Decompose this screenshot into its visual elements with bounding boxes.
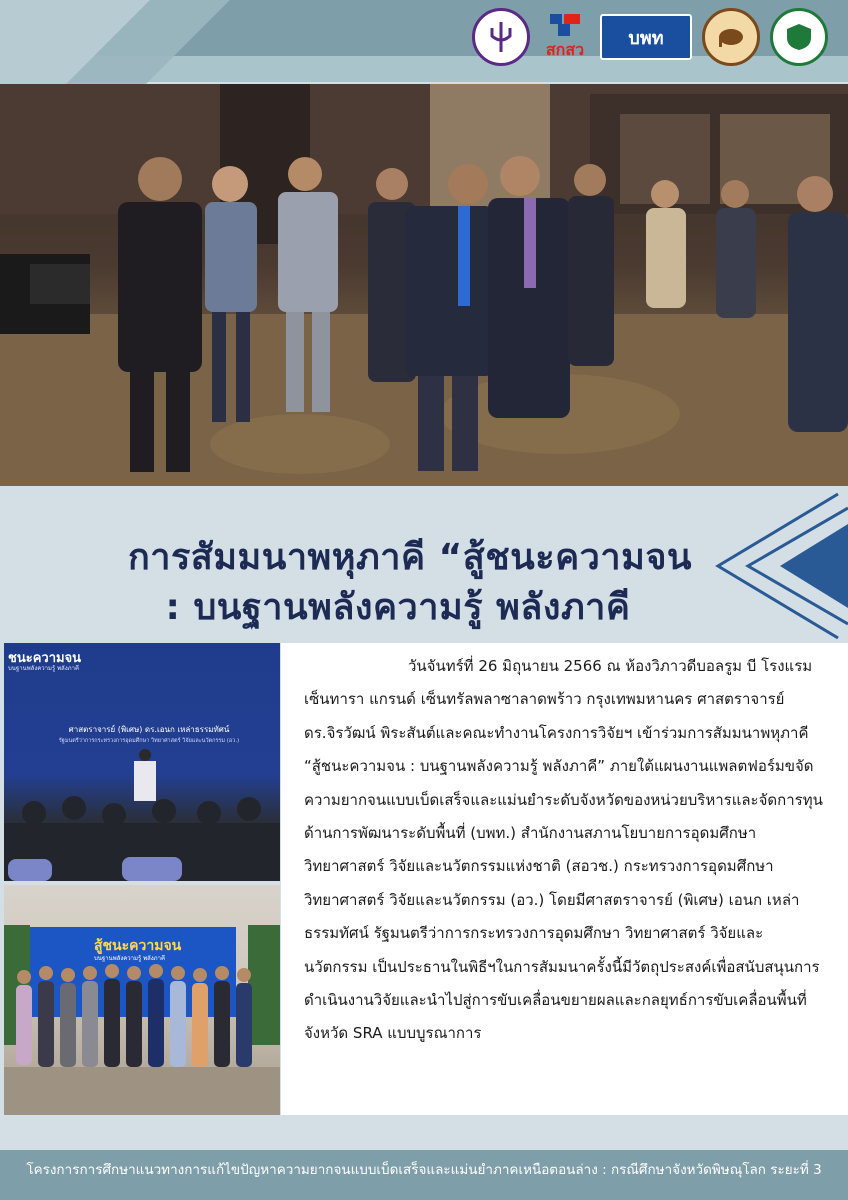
partner-logos xyxy=(472,9,828,65)
page-title-line-2: : บนฐานพลังความรู้ พลังภาคี xyxy=(165,587,631,628)
backdrop-subtitle: บนฐานพลังความรู้ พลังภาคี xyxy=(94,955,165,962)
university-seal-logo xyxy=(472,8,530,66)
page-title-line-1: การสัมมนาพหุภาคี “สู้ชนะความจน xyxy=(127,537,693,578)
stage-screen-role: รัฐมนตรีว่าการกระทรวงการอุดมศึกษา วิทยาศาสตร์ วิจัยและนวัตกรรม (อว.) xyxy=(58,738,240,744)
hero-photo xyxy=(0,84,848,486)
trident-icon xyxy=(486,20,516,54)
hero-scene xyxy=(0,84,848,486)
stage-scene xyxy=(4,643,280,881)
stage-photo xyxy=(4,643,280,881)
stage-banner-subtitle: บนฐานพลังความรู้ พลังภาคี xyxy=(8,665,79,672)
article-paragraph: วันจันทร์ที่ 26 มิถุนายน 2566 ณ ห้องวิภาวดีบอลรูม บี โรงแรมเซ็นทารา แกรนด์ เซ็นทรัลพลาซาลาดพร้าว กรุงเทพมหานคร ศาสตราจารย์ ดร.จิรวัฒน์ พิระสันต์และคณะทำงานโครงการวิจัยฯ เข้าร่วมการสัมมนาพหุภาคี “สู้ชนะความจน : บนฐานพลังความรู้ พลังภาคี” ภายใต้แผนงานแพลตฟอร์มขจัดความยากจนแบบเบ็ดเสร็จและแม่นยำระดับจังหวัดของหน่วยบริหารและจัดการทุนด้านการพัฒนาระดับพื้นที่ (บพท.) สำนักงานสภานโยบายการอุดมศึกษา วิทยาศาสตร์ วิจัยและนวัตกรรมแห่งชาติ (สอวช.) กระทรวงการอุดมศึกษา วิทยาศาสตร์ วิจัยและนวัตกรรม (อว.) โดยมีศาสตราจารย์ (พิเศษ) เอนก เหล่าธรรมทัศน์ รัฐมนตรีว่าการกระทรวงการอุดมศึกษา วิทยาศาสตร์ วิจัยและนวัตกรรม เป็นประธานในพิธีฯในการสัมมนาครั้งนี้มีวัตถุประสงค์เพื่อสนับสนุนการดำเนินงานวิจัยและนำไปสู่การขับเคลื่อนขยายผลและกลยุทธ์การขับเคลื่อนพื้นที่จังหวัด SRA แบบบูรณาการ xyxy=(304,657,823,1043)
elephant-icon xyxy=(715,25,747,49)
stage-screen-name: ศาสตราจารย์ (พิเศษ) ดร.เอนก เหล่าธรรมทัศน์ xyxy=(68,725,230,734)
footer-project-title: โครงการการศึกษาแนวทางการแก้ไขปัญหาความยากจนแบบเบ็ดเสร็จและแม่นยำภาคเหนือตอนล่าง : กรณีศึกษาจังหวัดพิษณุโลก ระยะที่ 3 xyxy=(26,1162,822,1178)
tsri-mark-icon xyxy=(548,12,582,38)
group-scene xyxy=(4,885,280,1115)
elephant-seal-logo xyxy=(702,8,760,66)
backdrop-title: สู้ชนะความจน xyxy=(94,938,182,954)
group-photo xyxy=(4,885,280,1115)
pmu-logo xyxy=(600,14,692,60)
stage-banner-title: ชนะความจน xyxy=(8,651,82,666)
tsri-logo xyxy=(540,12,590,63)
tsri-logo-text: สกสว xyxy=(545,39,585,59)
green-seal-logo xyxy=(770,8,828,66)
pmu-logo-text: บพท xyxy=(628,27,664,49)
photo-stack xyxy=(4,643,280,1115)
shield-icon xyxy=(784,22,814,52)
